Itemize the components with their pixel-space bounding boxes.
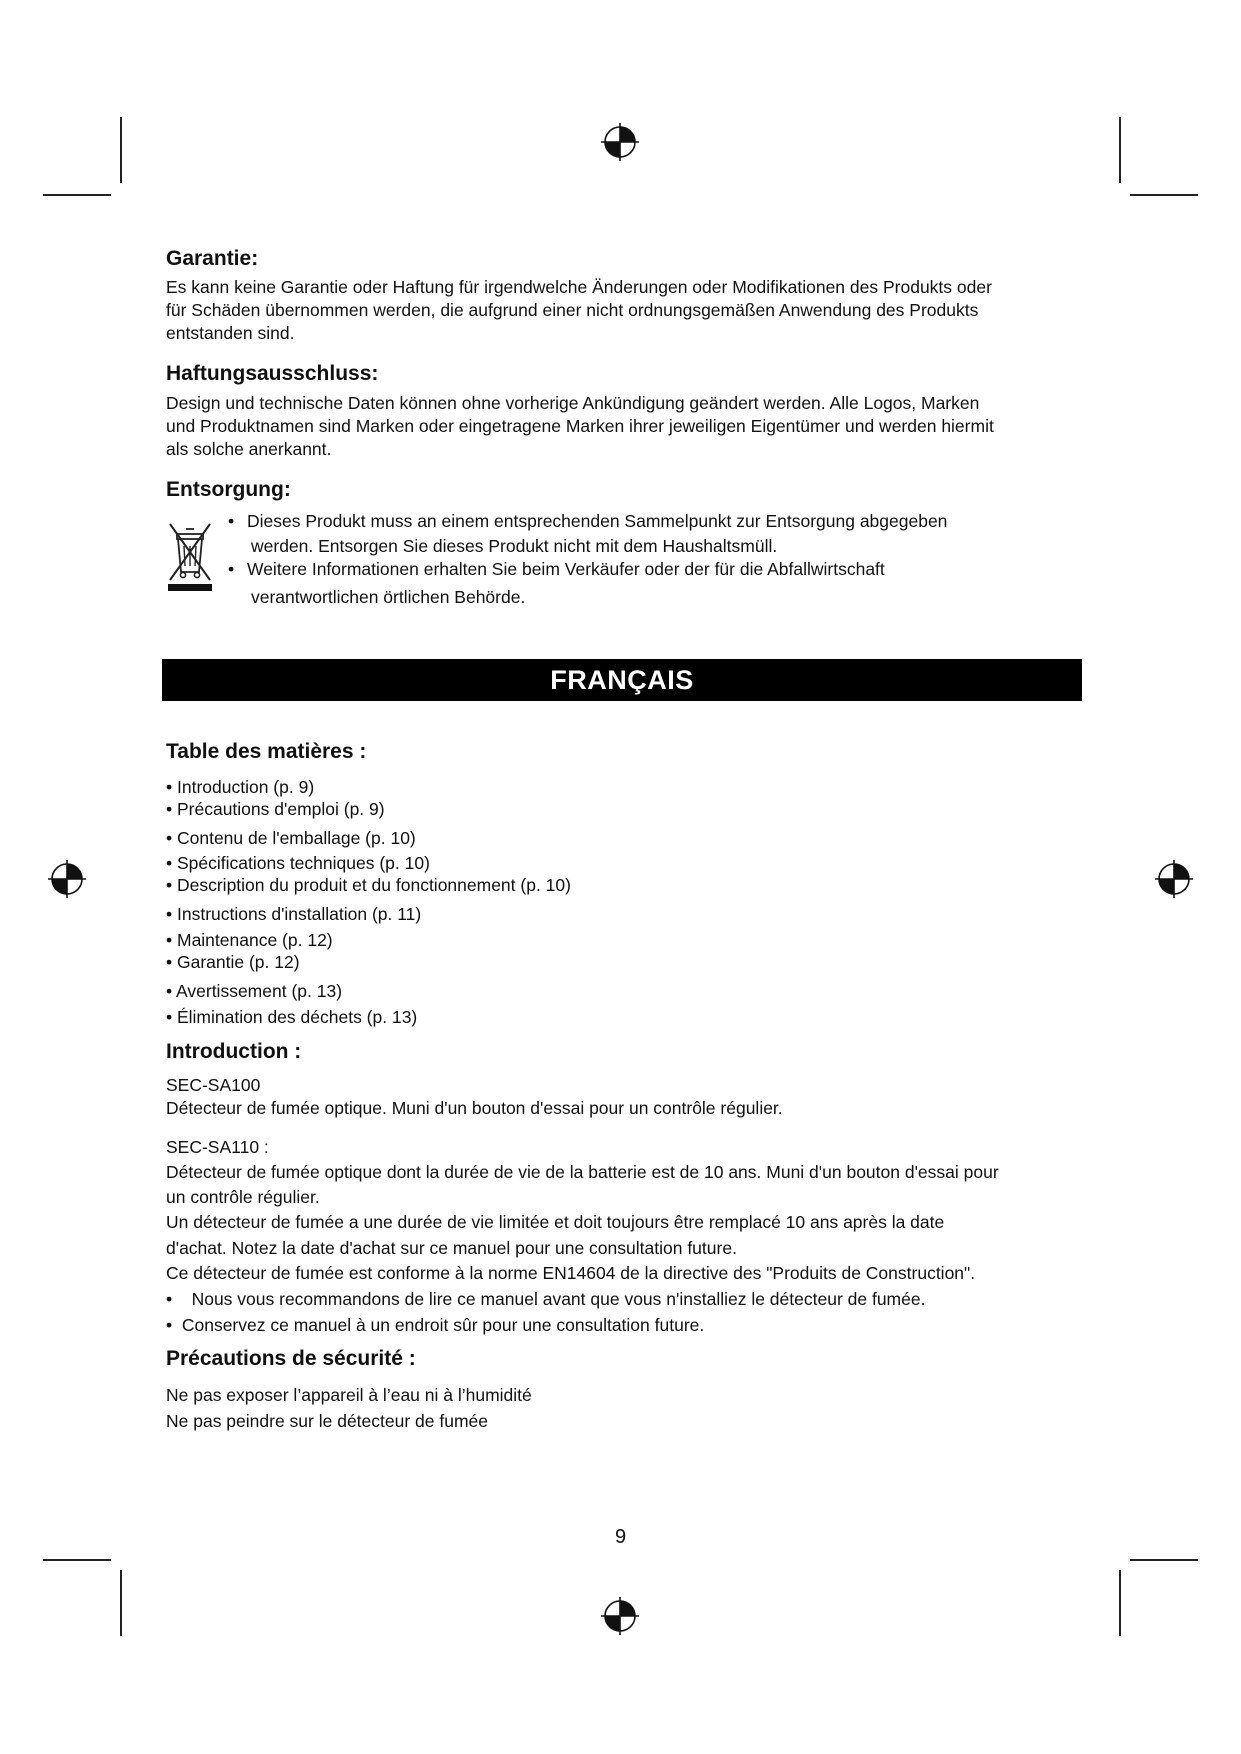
registration-mark-icon bbox=[48, 860, 86, 898]
page-number: 9 bbox=[614, 1526, 627, 1548]
bullet: • bbox=[228, 559, 235, 579]
toc-item: • Élimination des déchets (p. 13) bbox=[166, 1007, 418, 1027]
crop-mark-bottom-left-vertical bbox=[120, 1570, 122, 1636]
crop-mark-bottom-right-vertical bbox=[1119, 1570, 1121, 1636]
text-line: d'achat. Notez la date d'achat sur ce manuel pour une consultation future. bbox=[166, 1238, 737, 1258]
garantie-paragraph bbox=[166, 276, 1086, 345]
text-line: Ne pas peindre sur le détecteur de fumée bbox=[166, 1411, 488, 1431]
language-banner: FRANÇAIS bbox=[162, 659, 1082, 701]
toc-item: • Contenu de l'emballage (p. 10) bbox=[166, 828, 416, 848]
text-line: verantwortlichen örtlichen Behörde. bbox=[251, 587, 526, 607]
bullet: • bbox=[228, 511, 235, 531]
text-line: un contrôle régulier. bbox=[166, 1187, 320, 1207]
text-line: Dieses Produkt muss an einem entsprechenden Sammelpunkt zur Entsorgung abgegeben bbox=[247, 511, 948, 531]
toc-item: • Instructions d'installation (p. 11) bbox=[166, 904, 422, 924]
text-line: • Nous vous recommandons de lire ce manuel avant que vous n'installiez le détecteur de fumée. bbox=[166, 1289, 926, 1309]
text-line: Es kann keine Garantie oder Haftung für irgendwelche Änderungen oder Modifikationen des Produkts oder bbox=[166, 277, 992, 297]
text-line: • Conservez ce manuel à un endroit sûr pour une consultation future. bbox=[166, 1315, 705, 1335]
text-line: Ce détecteur de fumée est conforme à la norme EN14604 de la directive des "Produits de Construction". bbox=[166, 1263, 976, 1283]
toc-item: • Garantie (p. 12) bbox=[166, 952, 300, 972]
text-line: SEC-SA110 : bbox=[166, 1137, 269, 1157]
text-line: als solche anerkannt. bbox=[166, 439, 332, 459]
registration-mark-icon bbox=[601, 123, 639, 161]
toc-item: • Introduction (p. 9) bbox=[166, 777, 315, 797]
section-heading-entsorgung: Entsorgung: bbox=[166, 478, 291, 501]
text-line: Design und technische Daten können ohne vorherige Ankündigung geändert werden. Alle Logos, Marken bbox=[166, 393, 980, 413]
crop-mark-bottom-right-horizontal bbox=[1130, 1559, 1198, 1561]
section-heading-garantie: Garantie: bbox=[166, 247, 259, 270]
crop-mark-top-right-vertical bbox=[1119, 117, 1121, 183]
text-line: Un détecteur de fumée a une durée de vie limitée et doit toujours être remplacé 10 ans après la date bbox=[166, 1212, 945, 1232]
registration-mark-icon bbox=[601, 1597, 639, 1635]
toc-item: • Avertissement (p. 13) bbox=[166, 981, 343, 1001]
toc-item: • Maintenance (p. 12) bbox=[166, 930, 333, 950]
section-heading-precautions: Précautions de sécurité : bbox=[166, 1347, 416, 1370]
text-line: Ne pas exposer l’appareil à l’eau ni à l’humidité bbox=[166, 1385, 532, 1405]
text-line: Détecteur de fumée optique. Muni d'un bouton d'essai pour un contrôle régulier. bbox=[166, 1098, 783, 1118]
text-line: entstanden sind. bbox=[166, 323, 295, 343]
toc-item: • Description du produit et du fonctionnement (p. 10) bbox=[166, 875, 571, 895]
text-line: für Schäden übernommen werden, die aufgrund einer nicht ordnungsgemäßen Anwendung des Produkts bbox=[166, 300, 979, 320]
text-line: werden. Entsorgen Sie dieses Produkt nicht mit dem Haushaltsmüll. bbox=[251, 536, 778, 556]
text-line: Weitere Informationen erhalten Sie beim Verkäufer oder der für die Abfallwirtschaft bbox=[247, 559, 885, 579]
crop-mark-top-left-vertical bbox=[120, 117, 122, 183]
section-heading-introduction: Introduction : bbox=[166, 1040, 302, 1063]
crop-mark-top-left-horizontal bbox=[43, 194, 111, 196]
crossed-out-wheelie-bin-icon bbox=[166, 520, 214, 592]
text-line: Détecteur de fumée optique dont la durée de vie de la batterie est de 10 ans. Muni d'un bouton d'essai pour bbox=[166, 1162, 999, 1182]
toc-heading: Table des matières : bbox=[166, 740, 367, 763]
crop-mark-bottom-left-horizontal bbox=[43, 1559, 111, 1561]
registration-mark-icon bbox=[1155, 860, 1193, 898]
text-line: SEC-SA100 bbox=[166, 1075, 261, 1095]
toc-item: • Précautions d'emploi (p. 9) bbox=[166, 799, 385, 819]
haftung-paragraph bbox=[166, 392, 1086, 461]
crop-mark-top-right-horizontal bbox=[1130, 194, 1198, 196]
toc-item: • Spécifications techniques (p. 10) bbox=[166, 853, 430, 873]
section-heading-haftungsausschluss: Haftungsausschluss: bbox=[166, 362, 379, 385]
text-line: und Produktnamen sind Marken oder eingetragene Marken ihrer jeweiligen Eigentümer und werden hiermit bbox=[166, 416, 994, 436]
